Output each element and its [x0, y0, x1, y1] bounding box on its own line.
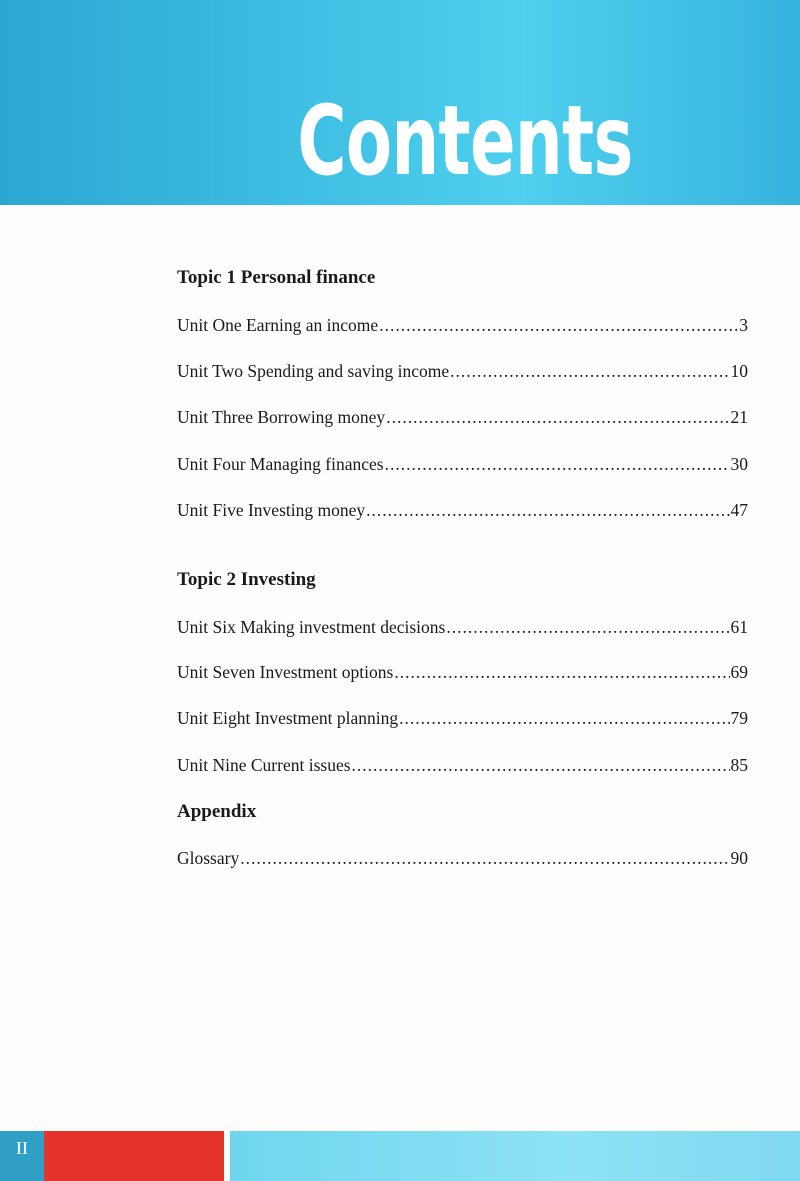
toc-entry-title: Unit Two Spending and saving income [177, 361, 450, 381]
toc-entry-page: 21 [730, 407, 748, 427]
toc-entry-page: 3 [739, 315, 748, 335]
page-title: Contents [297, 85, 633, 197]
toc-entry-title: Unit One Earning an income [177, 315, 379, 335]
toc-entry[interactable] [177, 498, 748, 522]
footer-red-band [44, 1131, 224, 1181]
section-heading-topic-2: Topic 2 Investing [177, 569, 316, 590]
toc-entry-title: Unit Six Making investment decisions [177, 617, 446, 637]
dot-leader [394, 660, 729, 684]
section-heading-topic-1: Topic 1 Personal finance [177, 267, 376, 288]
toc-entry[interactable] [177, 359, 748, 383]
section-heading-appendix: Appendix [177, 801, 257, 822]
toc-entry-page: 30 [730, 454, 748, 474]
toc-entry[interactable] [177, 753, 748, 777]
dot-leader [399, 706, 729, 730]
toc-entry-page: 10 [730, 361, 748, 381]
dot-leader [366, 498, 729, 522]
toc-entry[interactable] [177, 452, 748, 476]
page-number: II [16, 1138, 28, 1158]
toc-entry-page: 79 [730, 708, 748, 728]
toc-entry[interactable] [177, 846, 748, 870]
dot-leader [240, 846, 729, 870]
toc-entry-page: 69 [730, 662, 748, 682]
footer-blue-band [230, 1131, 800, 1181]
toc-entry[interactable] [177, 615, 748, 639]
dot-leader [386, 405, 729, 429]
dot-leader [379, 313, 738, 337]
toc-entry-page: 61 [730, 617, 748, 637]
toc-entry-title: Unit Eight Investment planning [177, 708, 399, 728]
toc-entry-page: 90 [730, 848, 748, 868]
toc-entry-title: Unit Three Borrowing money [177, 407, 386, 427]
toc-entry-page: 47 [730, 500, 748, 520]
toc-entry-title: Unit Five Investing money [177, 500, 366, 520]
toc-entry[interactable] [177, 706, 748, 730]
dot-leader [446, 615, 729, 639]
toc-entry[interactable] [177, 660, 748, 684]
toc-entry-page: 85 [730, 755, 748, 775]
toc-entry[interactable] [177, 405, 748, 429]
dot-leader [385, 452, 730, 476]
toc-entry-title: Glossary [177, 848, 240, 868]
dot-leader [352, 753, 730, 777]
toc-entry-title: Unit Four Managing finances [177, 454, 384, 474]
toc-entry[interactable] [177, 313, 748, 337]
toc-entry-title: Unit Seven Investment options [177, 662, 394, 682]
toc-entry-title: Unit Nine Current issues [177, 755, 351, 775]
dot-leader [450, 359, 729, 383]
